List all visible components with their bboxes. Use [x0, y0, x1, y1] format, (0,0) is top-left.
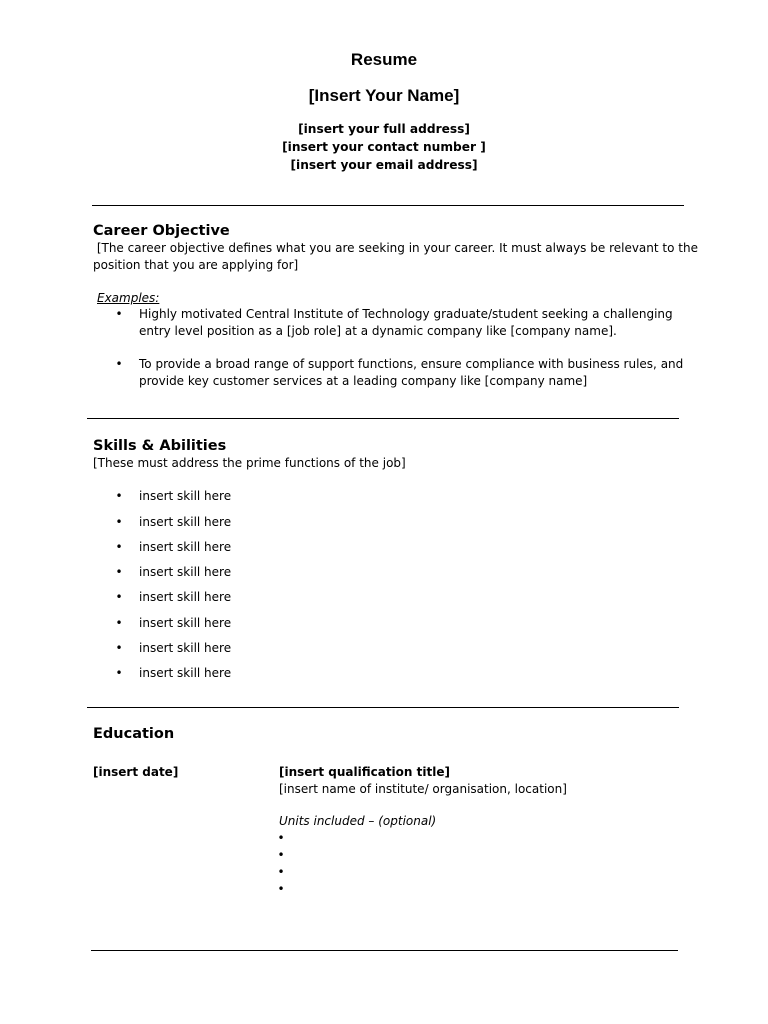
bullet-icon: •: [277, 882, 285, 896]
example-2-line1: To provide a broad range of support functions, ensure compliance with business rules, and: [139, 357, 684, 371]
bullet-icon: •: [277, 848, 285, 862]
skill-item: insert skill here: [139, 616, 232, 630]
qualification-title: [insert qualification title]: [279, 765, 450, 779]
bullet-icon: •: [115, 666, 123, 680]
units-label: Units included – (optional): [279, 814, 437, 828]
section-divider: [87, 418, 679, 419]
email-line: [insert your email address]: [290, 158, 478, 172]
example-1-line2: entry level position as a [job role] at a dynamic company like [company name].: [139, 324, 617, 338]
bullet-icon: •: [115, 489, 123, 503]
skill-item: insert skill here: [139, 590, 232, 604]
address-line: [insert your full address]: [298, 122, 470, 136]
bullet-icon: •: [115, 641, 123, 655]
contact-number-line: [insert your contact number ]: [282, 140, 486, 154]
bullet-icon: •: [115, 565, 123, 579]
career-objective-description-line2: position that you are applying for]: [93, 258, 299, 272]
skills-description: [These must address the prime functions of the job]: [93, 456, 406, 470]
resume-title: Resume: [350, 50, 418, 69]
institute-name: [insert name of institute/ organisation, location]: [279, 782, 567, 796]
skill-item: insert skill here: [139, 489, 232, 503]
applicant-name: [Insert Your Name]: [308, 86, 460, 105]
skills-heading: Skills & Abilities: [93, 438, 227, 454]
bullet-icon: •: [277, 831, 285, 845]
education-date: [insert date]: [93, 765, 179, 779]
bullet-icon: •: [115, 515, 123, 529]
bullet-icon: •: [115, 616, 123, 630]
example-2-line2: provide key customer services at a leading company like [company name]: [139, 374, 588, 388]
example-1-line1: Highly motivated Central Institute of Technology graduate/student seeking a challenging: [139, 307, 673, 321]
skill-item: insert skill here: [139, 565, 232, 579]
bullet-icon: •: [115, 590, 123, 604]
bullet-icon: •: [115, 540, 123, 554]
career-objective-description-line1: [The career objective defines what you are seeking in your career. It must always be relevant to the: [93, 241, 698, 255]
bullet-icon: •: [277, 865, 285, 879]
bullet-icon: •: [115, 307, 123, 321]
skill-item: insert skill here: [139, 540, 232, 554]
examples-label: Examples:: [97, 291, 160, 305]
bullet-icon: •: [115, 357, 123, 371]
skill-item: insert skill here: [139, 515, 232, 529]
skill-item: insert skill here: [139, 641, 232, 655]
skill-item: insert skill here: [139, 666, 232, 680]
career-objective-heading: Career Objective: [93, 223, 230, 239]
section-divider: [91, 950, 678, 951]
section-divider: [92, 205, 684, 206]
section-divider: [87, 707, 679, 708]
education-heading: Education: [93, 726, 175, 742]
